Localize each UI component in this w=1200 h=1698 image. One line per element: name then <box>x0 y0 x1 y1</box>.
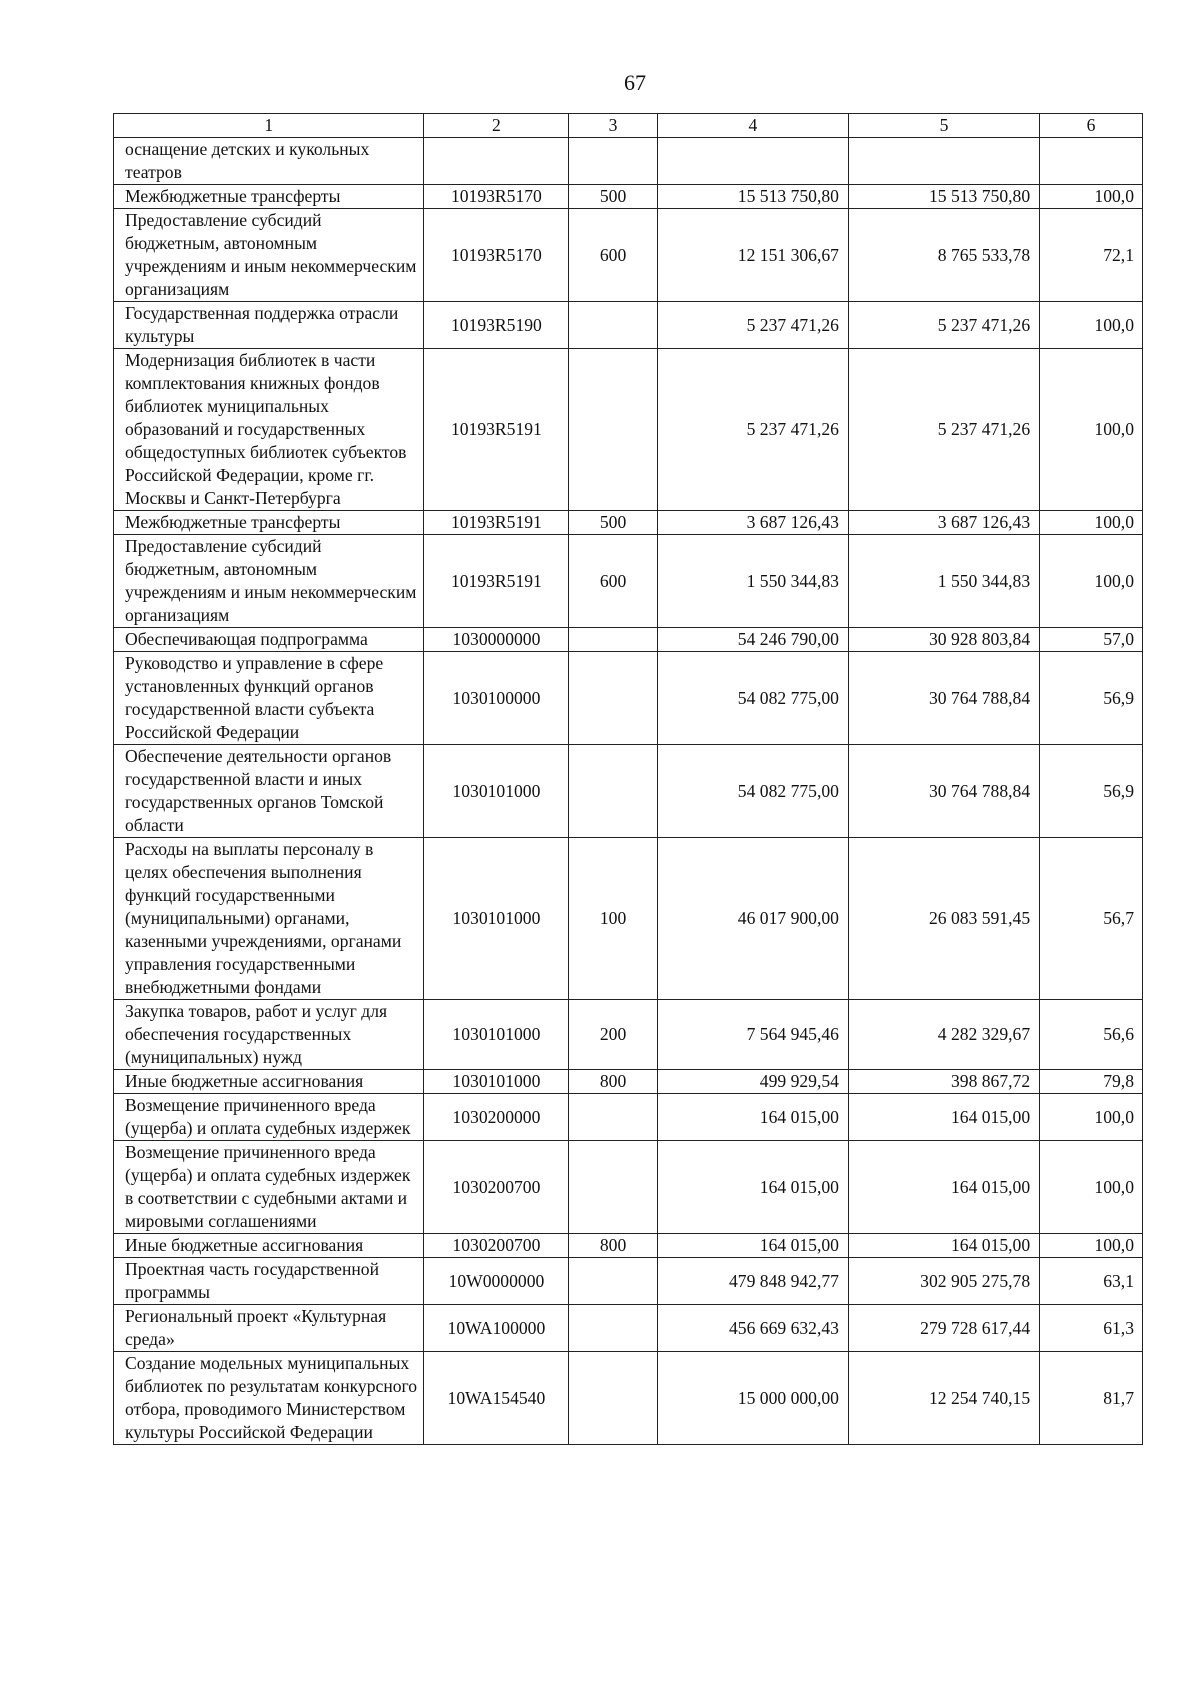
row-expense-type-cell: 500 <box>569 511 657 535</box>
row-plan-amount-cell: 46 017 900,00 <box>657 838 848 1000</box>
row-expense-type-cell <box>569 652 657 745</box>
row-plan-amount-cell: 54 246 790,00 <box>657 628 848 652</box>
row-code-cell <box>424 138 569 185</box>
row-percent-cell: 56,7 <box>1040 838 1143 1000</box>
row-percent-cell: 100,0 <box>1040 1094 1143 1141</box>
row-code-cell: 10193R5190 <box>424 302 569 349</box>
row-code-cell: 10193R5191 <box>424 511 569 535</box>
table-row <box>114 838 1143 1000</box>
row-plan-amount-cell: 164 015,00 <box>657 1141 848 1234</box>
row-expense-type-cell <box>569 1094 657 1141</box>
column-header: 4 <box>657 114 848 138</box>
row-actual-amount-cell: 26 083 591,45 <box>848 838 1039 1000</box>
table-row <box>114 1000 1143 1070</box>
row-expense-type-cell: 100 <box>569 838 657 1000</box>
column-header: 2 <box>424 114 569 138</box>
row-plan-amount-cell <box>657 138 848 185</box>
row-plan-amount-cell: 5 237 471,26 <box>657 302 848 349</box>
row-code-cell: 1030200700 <box>424 1141 569 1234</box>
row-expense-type-cell <box>569 1258 657 1305</box>
row-plan-amount-cell: 164 015,00 <box>657 1234 848 1258</box>
row-expense-type-cell: 800 <box>569 1234 657 1258</box>
row-name-cell: Проектная часть государственной программы <box>114 1258 424 1305</box>
row-plan-amount-cell: 15 000 000,00 <box>657 1352 848 1445</box>
row-actual-amount-cell: 302 905 275,78 <box>848 1258 1039 1305</box>
table-row <box>114 628 1143 652</box>
row-plan-amount-cell: 456 669 632,43 <box>657 1305 848 1352</box>
row-actual-amount-cell: 30 928 803,84 <box>848 628 1039 652</box>
row-code-cell: 1030200000 <box>424 1094 569 1141</box>
row-name-cell: Возмещение причиненного вреда (ущерба) и оплата судебных издержек <box>114 1094 424 1141</box>
row-code-cell: 1030200700 <box>424 1234 569 1258</box>
row-expense-type-cell: 600 <box>569 535 657 628</box>
row-name-cell: Иные бюджетные ассигнования <box>114 1234 424 1258</box>
row-actual-amount-cell: 1 550 344,83 <box>848 535 1039 628</box>
row-percent-cell: 100,0 <box>1040 535 1143 628</box>
row-expense-type-cell: 800 <box>569 1070 657 1094</box>
column-header: 3 <box>569 114 657 138</box>
row-expense-type-cell <box>569 1141 657 1234</box>
row-percent-cell: 63,1 <box>1040 1258 1143 1305</box>
table-row <box>114 209 1143 302</box>
table-row <box>114 138 1143 185</box>
row-name-cell: Расходы на выплаты персоналу в целях обеспечения выполнения функций государственными (муниципальными) органами, казенными учреждениями, органами управления государственными внебюджетными фондами <box>114 838 424 1000</box>
row-code-cell: 1030101000 <box>424 838 569 1000</box>
row-plan-amount-cell: 7 564 945,46 <box>657 1000 848 1070</box>
row-plan-amount-cell: 54 082 775,00 <box>657 652 848 745</box>
column-header: 1 <box>114 114 424 138</box>
row-plan-amount-cell: 499 929,54 <box>657 1070 848 1094</box>
row-name-cell: Руководство и управление в сфере установленных функций органов государственной власти субъекта Российской Федерации <box>114 652 424 745</box>
row-name-cell: Модернизация библиотек в части комплектования книжных фондов библиотек муниципальных образований и государственных общедоступных библиотек субъектов Российской Федерации, кроме гг. Москвы и Санкт-Петербурга <box>114 349 424 511</box>
row-percent-cell: 100,0 <box>1040 1141 1143 1234</box>
row-plan-amount-cell: 5 237 471,26 <box>657 349 848 511</box>
table-row <box>114 302 1143 349</box>
row-name-cell: Обеспечение деятельности органов государственной власти и иных государственных органов Томской области <box>114 745 424 838</box>
row-plan-amount-cell: 479 848 942,77 <box>657 1258 848 1305</box>
table-row <box>114 511 1143 535</box>
row-actual-amount-cell: 279 728 617,44 <box>848 1305 1039 1352</box>
row-percent-cell: 100,0 <box>1040 1234 1143 1258</box>
row-expense-type-cell: 600 <box>569 209 657 302</box>
row-name-cell: Обеспечивающая подпрограмма <box>114 628 424 652</box>
row-expense-type-cell: 200 <box>569 1000 657 1070</box>
row-actual-amount-cell: 164 015,00 <box>848 1141 1039 1234</box>
row-actual-amount-cell: 3 687 126,43 <box>848 511 1039 535</box>
row-name-cell: Межбюджетные трансферты <box>114 511 424 535</box>
column-header: 5 <box>848 114 1039 138</box>
row-percent-cell: 56,9 <box>1040 652 1143 745</box>
row-percent-cell: 72,1 <box>1040 209 1143 302</box>
row-expense-type-cell <box>569 138 657 185</box>
row-expense-type-cell <box>569 628 657 652</box>
row-name-cell: оснащение детских и кукольных театров <box>114 138 424 185</box>
row-actual-amount-cell: 15 513 750,80 <box>848 185 1039 209</box>
row-name-cell: Создание модельных муниципальных библиотек по результатам конкурсного отбора, проводимого Министерством культуры Российской Федерации <box>114 1352 424 1445</box>
row-actual-amount-cell: 12 254 740,15 <box>848 1352 1039 1445</box>
row-name-cell: Межбюджетные трансферты <box>114 185 424 209</box>
row-name-cell: Предоставление субсидий бюджетным, автономным учреждениям и иным некоммерческим организациям <box>114 209 424 302</box>
table-row <box>114 185 1143 209</box>
row-percent-cell: 57,0 <box>1040 628 1143 652</box>
row-actual-amount-cell: 164 015,00 <box>848 1234 1039 1258</box>
table-row <box>114 349 1143 511</box>
row-actual-amount-cell: 30 764 788,84 <box>848 652 1039 745</box>
budget-table <box>113 113 1143 1445</box>
row-percent-cell: 100,0 <box>1040 511 1143 535</box>
row-code-cell: 1030000000 <box>424 628 569 652</box>
table-body <box>114 114 1143 1445</box>
column-header: 6 <box>1040 114 1143 138</box>
row-actual-amount-cell: 5 237 471,26 <box>848 302 1039 349</box>
row-percent-cell <box>1040 138 1143 185</box>
row-plan-amount-cell: 54 082 775,00 <box>657 745 848 838</box>
row-expense-type-cell <box>569 349 657 511</box>
row-name-cell: Государственная поддержка отрасли культуры <box>114 302 424 349</box>
row-percent-cell: 100,0 <box>1040 302 1143 349</box>
page-number: 67 <box>624 70 646 95</box>
table-row <box>114 1258 1143 1305</box>
row-plan-amount-cell: 12 151 306,67 <box>657 209 848 302</box>
row-percent-cell: 79,8 <box>1040 1070 1143 1094</box>
row-expense-type-cell <box>569 1305 657 1352</box>
row-name-cell: Закупка товаров, работ и услуг для обеспечения государственных (муниципальных) нужд <box>114 1000 424 1070</box>
row-code-cell: 1030101000 <box>424 1070 569 1094</box>
table-row <box>114 1234 1143 1258</box>
row-actual-amount-cell: 4 282 329,67 <box>848 1000 1039 1070</box>
row-code-cell: 10193R5191 <box>424 349 569 511</box>
row-code-cell: 10WA154540 <box>424 1352 569 1445</box>
row-code-cell: 1030101000 <box>424 1000 569 1070</box>
row-actual-amount-cell: 30 764 788,84 <box>848 745 1039 838</box>
row-code-cell: 10193R5191 <box>424 535 569 628</box>
row-name-cell: Иные бюджетные ассигнования <box>114 1070 424 1094</box>
row-plan-amount-cell: 164 015,00 <box>657 1094 848 1141</box>
row-name-cell: Региональный проект «Культурная среда» <box>114 1305 424 1352</box>
table-header-row <box>114 114 1143 138</box>
row-actual-amount-cell: 398 867,72 <box>848 1070 1039 1094</box>
row-percent-cell: 81,7 <box>1040 1352 1143 1445</box>
row-actual-amount-cell: 8 765 533,78 <box>848 209 1039 302</box>
row-plan-amount-cell: 15 513 750,80 <box>657 185 848 209</box>
row-percent-cell: 56,9 <box>1040 745 1143 838</box>
row-expense-type-cell: 500 <box>569 185 657 209</box>
row-code-cell: 10W0000000 <box>424 1258 569 1305</box>
row-code-cell: 10WA100000 <box>424 1305 569 1352</box>
table-row <box>114 1070 1143 1094</box>
table-row <box>114 1094 1143 1141</box>
row-code-cell: 1030100000 <box>424 652 569 745</box>
table-row <box>114 1141 1143 1234</box>
row-plan-amount-cell: 1 550 344,83 <box>657 535 848 628</box>
row-expense-type-cell <box>569 745 657 838</box>
row-percent-cell: 100,0 <box>1040 185 1143 209</box>
row-expense-type-cell <box>569 1352 657 1445</box>
table-row <box>114 1352 1143 1445</box>
row-plan-amount-cell: 3 687 126,43 <box>657 511 848 535</box>
row-expense-type-cell <box>569 302 657 349</box>
table-row <box>114 652 1143 745</box>
row-code-cell: 10193R5170 <box>424 185 569 209</box>
table-row <box>114 535 1143 628</box>
row-percent-cell: 100,0 <box>1040 349 1143 511</box>
row-percent-cell: 56,6 <box>1040 1000 1143 1070</box>
row-actual-amount-cell: 164 015,00 <box>848 1094 1039 1141</box>
row-percent-cell: 61,3 <box>1040 1305 1143 1352</box>
row-actual-amount-cell: 5 237 471,26 <box>848 349 1039 511</box>
row-code-cell: 10193R5170 <box>424 209 569 302</box>
row-name-cell: Предоставление субсидий бюджетным, автономным учреждениям и иным некоммерческим организациям <box>114 535 424 628</box>
row-actual-amount-cell <box>848 138 1039 185</box>
row-code-cell: 1030101000 <box>424 745 569 838</box>
table-row <box>114 745 1143 838</box>
table-row <box>114 1305 1143 1352</box>
row-name-cell: Возмещение причиненного вреда (ущерба) и оплата судебных издержек в соответствии с судебными актами и мировыми соглашениями <box>114 1141 424 1234</box>
